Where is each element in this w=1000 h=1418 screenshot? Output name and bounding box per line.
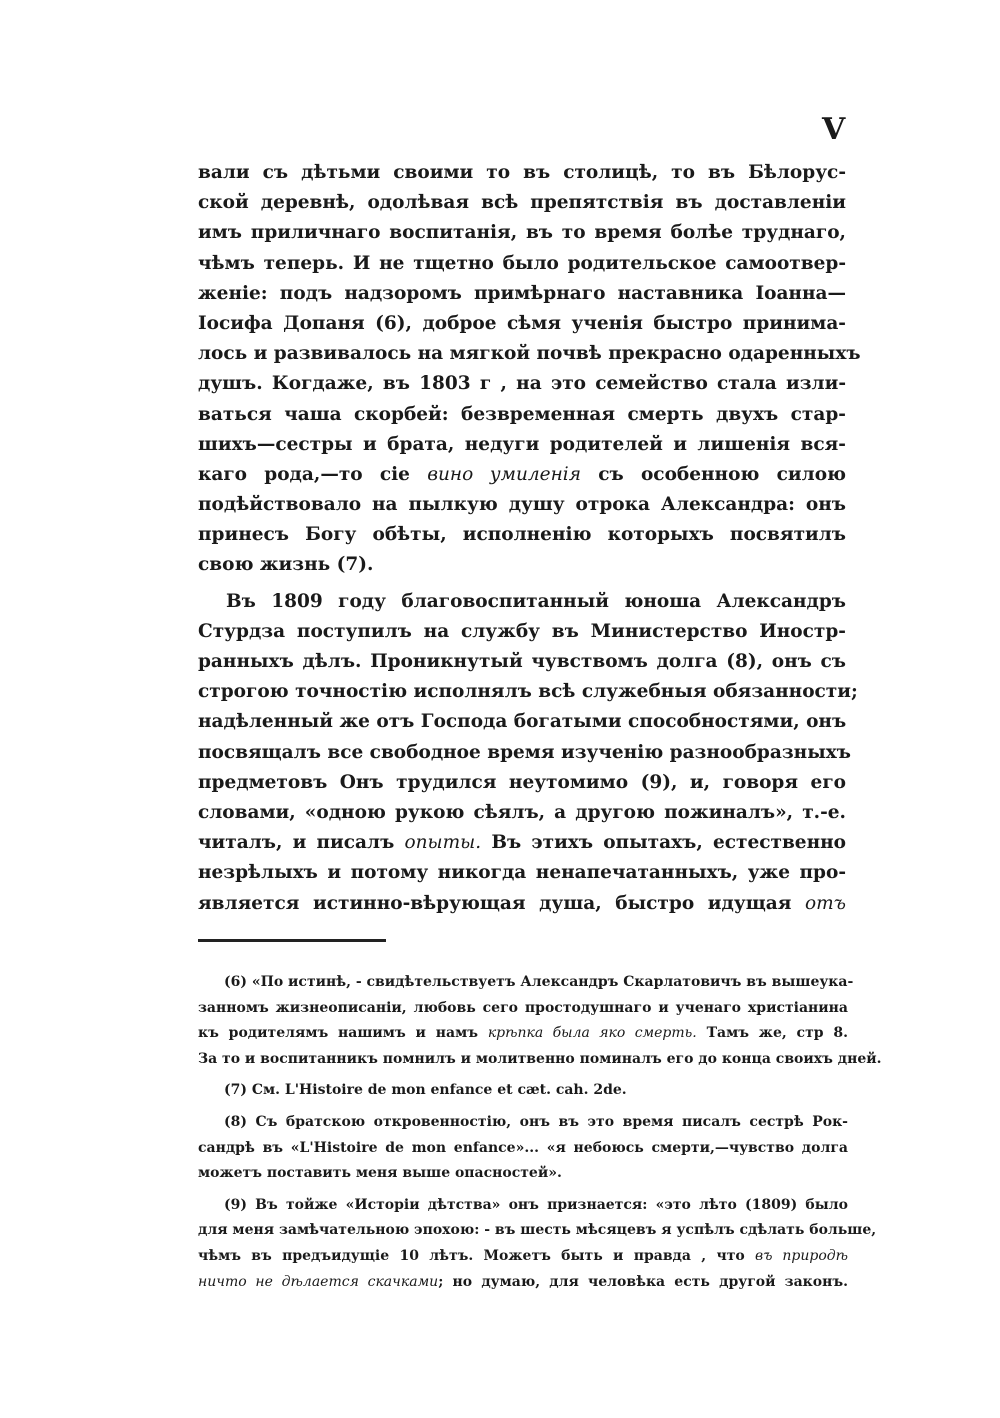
footnote-line: сандрѣ въ «L'Histoire de mon enfance»... «я небоюсь смерти,—чувство долга <box>198 1139 848 1156</box>
text-run: читалъ, и писалъ <box>198 832 405 854</box>
footnote-line <box>198 1244 848 1270</box>
text-run: съ особенною силою <box>580 463 847 485</box>
text-line: Стурдза поступилъ на службу въ Министерство Иностр- <box>198 620 846 642</box>
footnote-8: (8) Съ братскою откровенностію, онъ въ это время писалъ сестрѣ Рок- <box>224 1113 848 1130</box>
text-line: принесъ Богу обѣты, исполненію которыхъ посвятилъ <box>198 524 846 546</box>
footnote-line: можетъ поставить меня выше опасностей». <box>198 1165 562 1182</box>
italic-phrase: крѣпка была яко смерть. <box>487 1025 697 1042</box>
text-line: женіе: подъ надзоромъ примѣрнаго наставника Іоанна— <box>198 282 846 304</box>
text-line: ваться чаша скорбей: безвременная смерть двухъ стар- <box>198 403 846 425</box>
text-line: душъ. Когдаже, въ 1803 г , на это семейство стала изли- <box>198 373 846 395</box>
footnote-line <box>198 1270 848 1296</box>
text-line: словами, «одною рукою сѣялъ, а другою пожиналъ», т.-е. <box>198 801 846 823</box>
text-line: незрѣлыхъ и потому никогда ненапечатанныхъ, уже про- <box>198 862 846 884</box>
text-line: вали съ дѣтьми своими то въ столицѣ, то въ Бѣлорус- <box>198 162 846 183</box>
text-line: надѣленный же отъ Господа богатыми способностями, онъ <box>198 711 847 733</box>
text-run: ; но думаю, для человѣка есть другой законъ. <box>438 1273 848 1290</box>
text-line: свою жизнь (7). <box>198 554 374 576</box>
italic-phrase: вино умиленія <box>427 463 581 485</box>
page-number: V <box>822 112 847 147</box>
footnote-line: занномъ жизнеописаніи, любовь сего простодушнаго и ученаго христіанина <box>198 999 848 1016</box>
footnote-divider <box>198 939 386 942</box>
text-run: являетcя истинно-вѣрующая душа, быстро идущая <box>198 892 805 914</box>
text-line: предметовъ Онъ трудился неутомимо (9), и, говоря его <box>198 771 846 793</box>
footnotes <box>198 970 882 1295</box>
text-run: каго рода,—то сіе <box>198 463 428 485</box>
footnote-line <box>198 1021 848 1047</box>
text-line: строгою точностію исполнялъ всѣ служебныя обязанности; <box>198 681 858 703</box>
text-line: подѣйствовало на пылкую душу отрока Александра: онъ <box>198 494 846 516</box>
text-run: къ родителямъ нашимъ и намъ <box>198 1025 488 1042</box>
text-line <box>198 460 846 490</box>
footnote-7: (7) См. L'Histoire de mon enfance et cæt. cah. 2de. <box>224 1082 627 1099</box>
text-line: шихъ—сестры и брата, недуги родителей и лишенія вся- <box>198 433 846 455</box>
italic-phrase: ничто не дѣлается скачками <box>198 1273 439 1290</box>
text-line: посвящалъ все свободное время изученію разнообразныхъ <box>198 741 851 763</box>
paragraph-start: Въ 1809 году благовоспитанный юноша Александръ <box>226 590 846 612</box>
footnote-9: (9) Въ тойже «Исторіи дѣтства» онъ признается: «это лѣто (1809) было <box>224 1196 848 1213</box>
text-line: ранныхъ дѣлъ. Проникнутый чувствомъ долга (8), онъ съ <box>198 651 846 672</box>
text-line: ской деревнѣ, одолѣвая всѣ препятствія въ доставленіи <box>198 192 846 214</box>
text-run: Тамъ же, стр 8. <box>696 1025 848 1042</box>
main-text <box>198 158 861 919</box>
footnote-6: (6) «По истинѣ, - свидѣтельствуетъ Александръ Скарлатовичъ въ вышеука- <box>224 974 854 990</box>
footnote-line: для меня замѣчательною эпохою: - въ шесть мѣсяцевъ я успѣлъ сдѣлать больше, <box>198 1222 877 1239</box>
footnote-line: За то и воспитанникъ помнилъ и молитвенно поминалъ его до конца своихъ дней. <box>198 1050 882 1067</box>
text-line <box>198 828 846 858</box>
text-run: Въ этихъ опытахъ, естественно <box>481 832 847 854</box>
text-line: Іосифа Допаня (6), доброе сѣмя ученія быстро принима- <box>198 312 846 334</box>
text-line <box>198 889 846 919</box>
text-line: чѣмъ теперь. И не тщетно было родительское самоотвер- <box>198 252 846 274</box>
text-line: имъ приличнаго воспитанія, въ то время болѣе труднаго, <box>198 222 846 244</box>
italic-phrase: отъ <box>804 892 846 914</box>
italic-phrase: въ природѣ <box>755 1247 849 1264</box>
italic-phrase: опыты. <box>404 832 482 854</box>
text-run: чѣмъ въ предъидущіе 10 лѣтъ. Можетъ быть и правда , что <box>198 1247 756 1264</box>
text-line: лось и развивалось на мягкой почвѣ прекрасно одаренныхъ <box>198 343 861 365</box>
